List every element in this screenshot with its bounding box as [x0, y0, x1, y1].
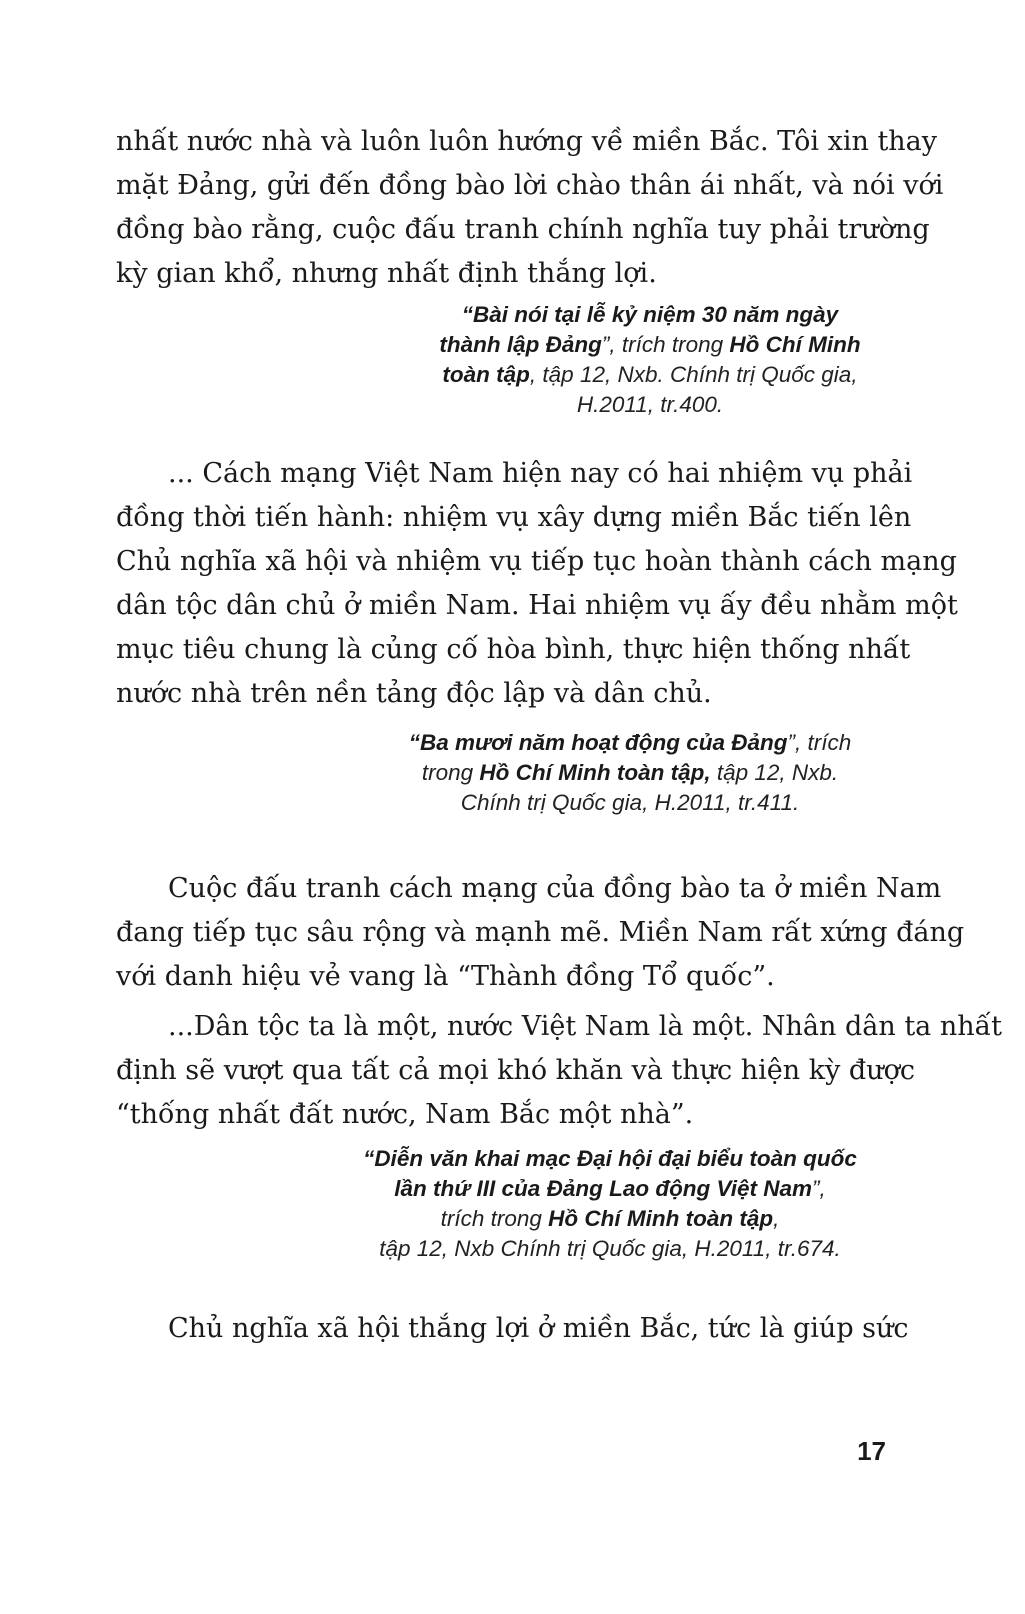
text-line: kỳ gian khổ, nhưng nhất định thắng lợi.	[116, 258, 657, 289]
cite-text: trích trong	[440, 1206, 549, 1231]
page-number: 17	[857, 1436, 886, 1466]
text-line: nhất nước nhà và luôn luôn hướng về miền Bắc. Tôi xin thay	[116, 126, 938, 157]
text-line: mặt Đảng, gửi đến đồng bào lời chào thân ái nhất, và nói với	[116, 170, 944, 201]
text-line: Chủ nghĩa xã hội thắng lợi ở miền Bắc, tức là giúp sức	[168, 1313, 909, 1344]
paragraph-5	[116, 1307, 909, 1351]
cite-title: “Bài nói tại lễ kỷ niệm 30 năm ngày	[461, 302, 839, 327]
text-line: “thống nhất đất nước, Nam Bắc một nhà”.	[116, 1099, 694, 1130]
citation-1	[420, 300, 880, 420]
text-line: nước nhà trên nền tảng độc lập và dân chủ.	[116, 678, 712, 709]
text-line: ...Dân tộc ta là một, nước Việt Nam là một. Nhân dân ta nhất	[168, 1011, 1003, 1042]
citation-2	[370, 728, 890, 818]
cite-text: tập 12, Nxb.	[710, 760, 839, 785]
cite-source: Hồ Chí Minh	[729, 332, 861, 357]
text-line: đồng thời tiến hành: nhiệm vụ xây dựng miền Bắc tiến lên	[116, 502, 912, 533]
text-line: với danh hiệu vẻ vang là “Thành đồng Tổ quốc”.	[116, 961, 775, 992]
cite-text: , tập 12, Nxb. Chính trị Quốc gia,	[529, 362, 858, 387]
cite-text: ,	[773, 1206, 780, 1231]
cite-text: H.2011, tr.400.	[576, 392, 724, 417]
cite-text: ”,	[812, 1176, 826, 1201]
citation-3	[330, 1144, 890, 1264]
text-line: ... Cách mạng Việt Nam hiện nay có hai nhiệm vụ phải	[168, 458, 913, 489]
cite-text: ”, trích trong	[601, 332, 730, 357]
text-line: định sẽ vượt qua tất cả mọi khó khăn và thực hiện kỳ được	[116, 1055, 915, 1086]
paragraph-3	[116, 867, 965, 999]
text-line: dân tộc dân chủ ở miền Nam. Hai nhiệm vụ ấy đều nhằm một	[116, 590, 958, 621]
cite-title: “Diễn văn khai mạc Đại hội đại biểu toàn quốc	[363, 1146, 857, 1171]
cite-text: tập 12, Nxb Chính trị Quốc gia, H.2011, tr.674.	[379, 1236, 841, 1261]
paragraph-1	[116, 120, 944, 296]
text-line: đang tiếp tục sâu rộng và mạnh mẽ. Miền Nam rất xứng đáng	[116, 917, 965, 948]
cite-title: “Ba mươi năm hoạt động của Đảng	[408, 730, 788, 755]
text-line: đồng bào rằng, cuộc đấu tranh chính nghĩa tuy phải trường	[116, 214, 930, 245]
cite-title: lần thứ III của Đảng Lao động Việt Nam	[394, 1176, 813, 1201]
cite-text: trong	[421, 760, 480, 785]
cite-source: Hồ Chí Minh toàn tập	[548, 1206, 774, 1231]
cite-text: ”, trích	[787, 730, 852, 755]
paragraph-2	[116, 452, 958, 716]
paragraph-4	[116, 1005, 1003, 1137]
cite-source: Hồ Chí Minh toàn tập,	[479, 760, 711, 785]
cite-text: Chính trị Quốc gia, H.2011, tr.411.	[460, 790, 800, 815]
cite-title: thành lập Đảng	[439, 332, 602, 357]
text-line: Cuộc đấu tranh cách mạng của đồng bào ta ở miền Nam	[168, 873, 942, 904]
text-line: Chủ nghĩa xã hội và nhiệm vụ tiếp tục hoàn thành cách mạng	[116, 546, 957, 577]
text-line: mục tiêu chung là củng cố hòa bình, thực hiện thống nhất	[116, 634, 911, 665]
cite-source: toàn tập	[442, 362, 530, 387]
